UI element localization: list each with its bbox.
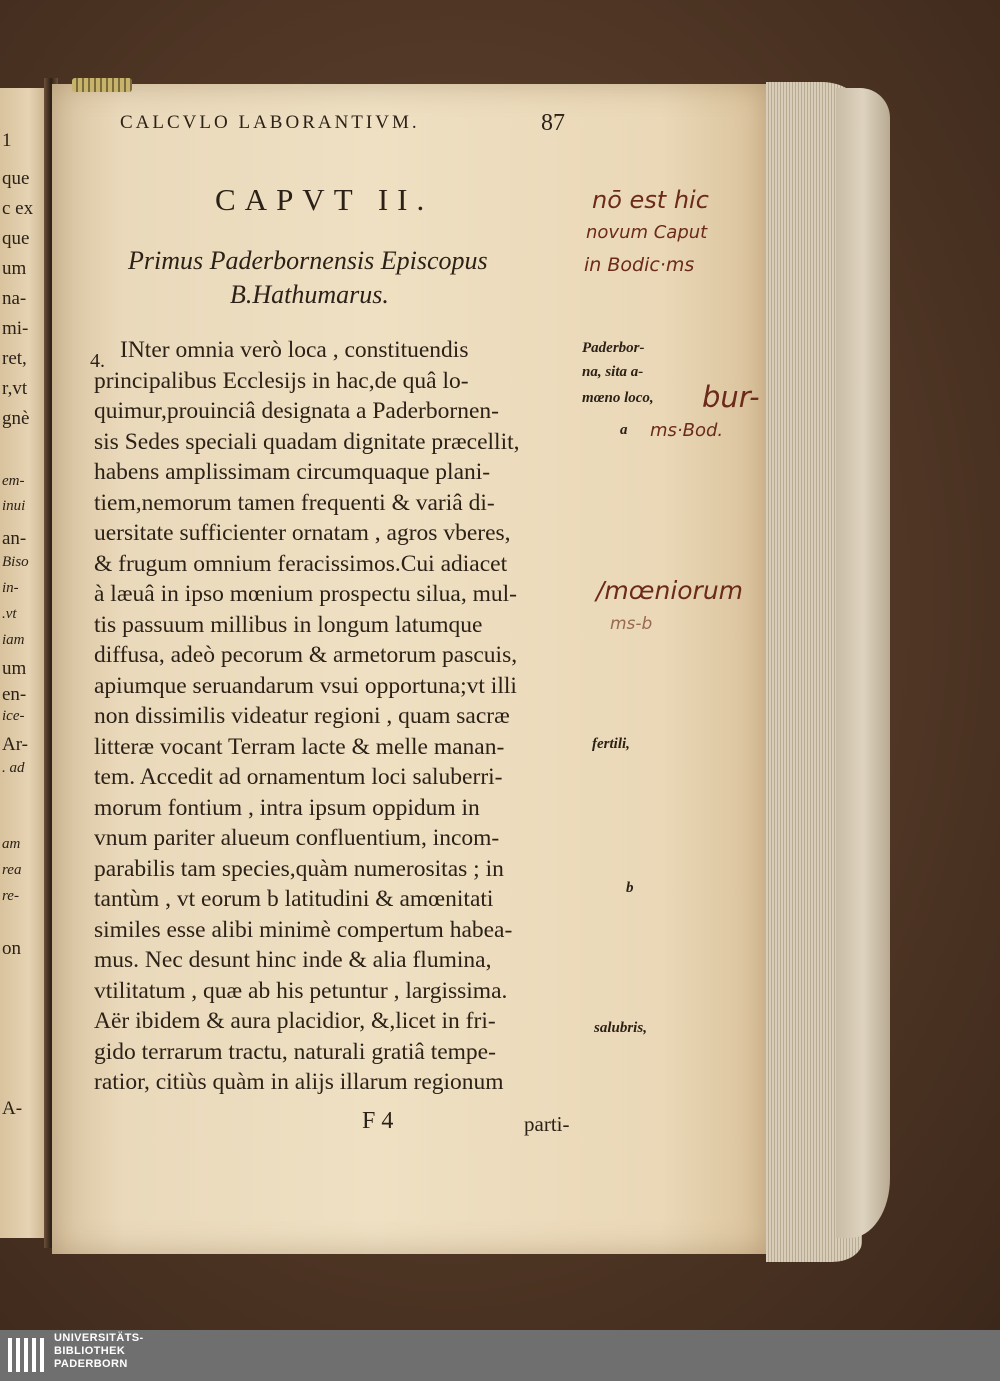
paragraph-number: 4. xyxy=(90,350,105,372)
previous-page-edge xyxy=(0,88,50,1238)
text-line: ratior, citiùs quàm in alijs illarum regionum xyxy=(94,1069,504,1095)
handwritten-note: in Bodic·ms xyxy=(584,254,695,276)
margin-note: Paderbor- xyxy=(582,340,645,356)
left-page-fragment: inui xyxy=(2,498,26,514)
text-line: mus. Nec desunt hinc inde & alia flumina, xyxy=(94,947,492,973)
logo-line: BIBLIOTHEK xyxy=(54,1345,126,1357)
handwritten-note: /mœniorum xyxy=(596,576,744,605)
text-line: similes esse alibi minimè compertum habea- xyxy=(94,916,513,943)
text-line: tem. Accedit ad ornamentum loci saluberri- xyxy=(94,764,503,790)
text-line: morum fontium , intra ipsum oppidum in xyxy=(94,794,480,821)
margin-note: fertili, xyxy=(592,736,630,752)
text-line: litteræ vocant Terram lacte & melle manan- xyxy=(94,733,505,760)
library-logo-icon xyxy=(6,1334,46,1376)
left-page-fragment: um xyxy=(2,658,27,679)
chapter-heading: CAPVT II. xyxy=(215,182,434,217)
left-page-fragment: in- xyxy=(2,580,19,596)
handwritten-note: novum Caput xyxy=(586,222,708,243)
margin-note: salubris, xyxy=(594,1020,647,1036)
left-page-fragment: um xyxy=(2,258,27,279)
catchword: parti- xyxy=(524,1112,570,1136)
left-page-fragment: na- xyxy=(2,288,27,309)
left-page-fragment: . ad xyxy=(2,760,25,776)
left-page-fragment: Ar- xyxy=(2,734,28,755)
left-page-fragment: ret, xyxy=(2,348,27,369)
page-number: 87 xyxy=(541,110,565,136)
left-page-fragment: A- xyxy=(2,1098,23,1119)
handwritten-note: bur- xyxy=(702,380,760,414)
text-line: à læuâ in ipso mœnium prospectu silua, mul- xyxy=(94,581,517,607)
left-page-fragment: que xyxy=(2,168,30,189)
text-line: quimur,prouinciâ designata a Paderbornen- xyxy=(94,398,499,424)
left-page-fragment: rea xyxy=(2,862,22,878)
left-page-fragment: gnè xyxy=(2,408,30,429)
text-line: tantùm , vt eorum b latitudini & amœnitati xyxy=(94,886,494,912)
headband xyxy=(72,78,132,92)
left-page-fragment: que xyxy=(2,228,30,249)
text-line: principalibus Ecclesijs in hac,de quâ lo- xyxy=(94,367,469,394)
left-page-fragment: re- xyxy=(2,888,19,904)
chapter-subtitle-line-1: Primus Paderbornensis Episcopus xyxy=(128,246,488,275)
text-line: apiumque seruandarum vsui opportuna;vt illi xyxy=(94,672,517,699)
margin-note: b xyxy=(626,880,634,896)
handwritten-note: nō est hic xyxy=(592,186,709,214)
library-logo-text xyxy=(54,1332,144,1371)
left-page-fragment: am xyxy=(2,836,21,852)
left-page-fragment: c ex xyxy=(2,198,34,219)
margin-note: mœno loco, xyxy=(582,390,654,406)
vellum-cover xyxy=(836,88,890,1238)
left-page-fragment: 1 xyxy=(2,130,12,151)
text-line: & frugum omnium feracissimos.Cui adiacet xyxy=(94,550,508,577)
left-page-fragment: on xyxy=(2,938,21,959)
text-line: Aër ibidem & aura placidior, &,licet in fri- xyxy=(94,1008,496,1034)
running-head: CALCVLO LABORANTIVM. xyxy=(120,112,420,133)
text-line: INter omnia verò loca , constituendis xyxy=(120,337,469,363)
handwritten-note: ms·Bod. xyxy=(650,420,724,441)
signature-mark: F 4 xyxy=(362,1108,394,1134)
left-page-fragment: em- xyxy=(2,473,25,489)
left-page-fragment: en- xyxy=(2,684,27,705)
chapter-subtitle-line-2: B.Hathumarus. xyxy=(230,280,389,309)
logo-line: PADERBORN xyxy=(54,1358,128,1370)
text-line: sis Sedes speciali quadam dignitate præcellit, xyxy=(94,428,520,455)
text-line: non dissimilis videatur regioni , quam sacræ xyxy=(94,703,510,729)
left-page-fragment: r,vt xyxy=(2,378,28,399)
text-line: parabilis tam species,quàm numerositas ; in xyxy=(94,855,504,882)
text-line: vtilitatum , quæ ab his petuntur , largissima. xyxy=(94,977,508,1004)
left-page-fragment: ice- xyxy=(2,708,25,724)
logo-line: UNIVERSITÄTS- xyxy=(54,1332,144,1344)
left-page-fragment: Biso xyxy=(2,554,29,570)
handwritten-note: ms-b xyxy=(610,614,653,634)
margin-note: a xyxy=(620,422,628,438)
text-line: uersitate sufficienter ornatam , agros vberes, xyxy=(94,520,511,546)
text-line: gido terrarum tractu, naturali gratiâ tempe- xyxy=(94,1038,496,1065)
margin-note: na, sita a- xyxy=(582,364,644,380)
left-page-fragment: .vt xyxy=(2,606,17,622)
text-line: tis passuum millibus in longum latumque xyxy=(94,611,483,638)
left-page-fragment: mi- xyxy=(2,318,29,339)
body-text xyxy=(94,335,590,1098)
text-line: diffusa, adeò pecorum & armetorum pascuis, xyxy=(94,642,518,668)
library-footer xyxy=(0,1330,1000,1381)
left-page-fragment: an- xyxy=(2,528,27,549)
left-page-fragment: iam xyxy=(2,632,25,648)
text-line: habens amplissimam circumquaque plani- xyxy=(94,459,491,485)
text-line: tiem,nemorum tamen frequenti & variâ di- xyxy=(94,489,495,516)
text-line: vnum pariter alueum confluentium, incom- xyxy=(94,825,500,851)
